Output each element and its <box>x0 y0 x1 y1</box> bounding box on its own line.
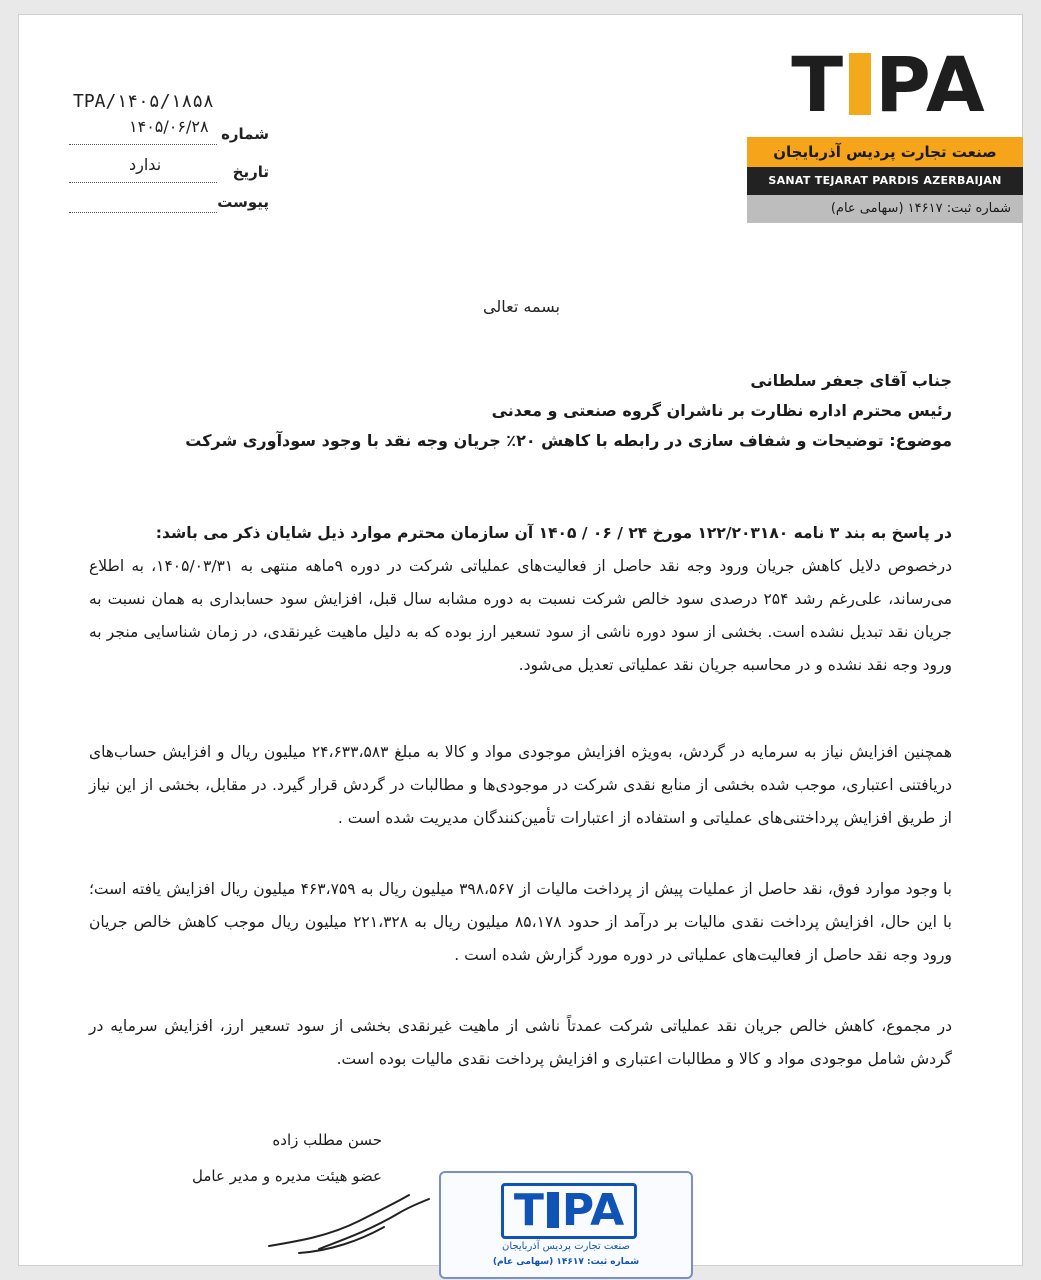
attachment-row <box>69 193 269 217</box>
date-label: تاریخ <box>232 163 269 181</box>
date-value: ندارد <box>129 155 162 174</box>
attachment-label: پیوست <box>217 193 269 211</box>
company-name-fa: صنعت تجارت پردیس آذربایجان <box>747 137 1023 167</box>
addressee: جناب آقای جعفر سلطانی <box>750 371 952 390</box>
body-paragraph-4: در مجموع، کاهش خالص جریان نقد عملیاتی شرکت عمدتاً ناشی از ماهیت غیرنقدی بخشی از سود تسعیر ارز، افزایش سرمایه در گردش شامل موجودی مواد و کالا و مطالبات اعتباری و افزایش پرداخت نقدی مالیات بوده است. <box>89 1017 952 1068</box>
body-paragraph-1: درخصوص دلایل کاهش جریان ورود وجه نقد حاصل از فعالیت‌های عملیاتی شرکت در دوره ۹ماهه منتهی به ۱۴۰۵/۰۳/۳۱، به اطلاع می‌رساند، علی‌رغم رشد ۲۵۴ درصدی سود خالص شرکت نسبت به دوره مشابه سال قبل، افزایش سود حسابداری به همان نسبت به جریان نقد تبدیل نشده است. بخشی از سود دوره ناشی از سود تسعیر ارز بوده که به دلیل ماهیت غیرنقدی، در زمان شناسایی منجر به ورود وجه نقد نشده و در محاسبه جریان نقد عملیاتی تعدیل می‌شود. <box>89 557 952 674</box>
company-logo <box>789 40 989 129</box>
reference-code: TPA/۱۴۰۵/۱۸۵۸ <box>73 91 214 112</box>
company-name-en: SANAT TEJARAT PARDIS AZERBAIJAN <box>747 167 1023 195</box>
number-dotted-line <box>69 144 217 145</box>
subject-line: موضوع: توضیحات و شفاف سازی در رابطه با کاهش ۲۰٪ جریان وجه نقد با وجود سودآوری شرکت <box>185 431 952 450</box>
handwritten-signature <box>259 1191 449 1261</box>
date-row <box>69 155 269 187</box>
stamp-registration: شماره ثبت: ۱۴۶۱۷ (سهامی عام) <box>492 1257 640 1267</box>
stamp-logo-letter-t: T <box>513 1185 544 1236</box>
signatory-name: حسن مطلب زاده <box>272 1131 382 1149</box>
signatory-role: عضو هیئت مدیره و مدیر عامل <box>192 1167 382 1185</box>
company-registration: شماره ثبت: ۱۴۶۱۷ (سهامی عام) <box>747 195 1023 223</box>
invocation: بسمه تعالی <box>483 297 560 316</box>
stamp-logo-letters-pa: PA <box>561 1185 625 1236</box>
attachment-dotted-line <box>69 212 217 213</box>
date-dotted-line <box>69 182 217 183</box>
stamp-logo-i-bar <box>547 1192 559 1228</box>
number-value: ۱۴۰۵/۰۶/۲۸ <box>129 117 209 136</box>
intro-paragraph: در پاسخ به بند ۳ نامه ۱۲۲/۲۰۳۱۸۰ مورخ ۲۴ / ۰۶ / ۱۴۰۵ آن سازمان محترم موارد ذیل شایان ذکر می باشد: <box>155 524 952 542</box>
body-paragraph-2: همچنین افزایش نیاز به سرمایه در گردش، به‌ویژه افزایش موجودی مواد و کالا به مبلغ ۲۴،۶۳۳،۵۸۳ میلیون ریال و افزایش حساب‌های دریافتنی اعتباری، موجب شده بخشی از منابع نقدی شرکت در موجودی‌ها و مطالبات در گردش قرار گیرد. در مقابل، بخشی از این نیاز از طریق افزایش پرداختنی‌های عملیاتی و استفاده از اعتبارات تأمین‌کنندگان مدیریت شده است . <box>89 743 952 827</box>
logo-letters-pa: PA <box>875 40 987 129</box>
body-paragraph-3: با وجود موارد فوق، نقد حاصل از عملیات پیش از پرداخت مالیات از ۳۹۸،۵۶۷ میلیون ریال به ۴۶۳،۷۵۹ میلیون ریال افزایش یافته است؛ با این حال، افزایش پرداخت نقدی مالیات بر درآمد از حدود ۸۵،۱۷۸ میلیون ریال به ۲۲۱،۳۲۸ میلیون ریال موجب کاهش خالص جریان ورود وجه نقد حاصل از فعالیت‌های عملیاتی در دوره مورد گزارش شده است . <box>89 880 952 964</box>
addressee-title: رئیس محترم اداره نظارت بر ناشران گروه صنعتی و معدنی <box>491 401 952 420</box>
logo-i-bar <box>849 53 871 115</box>
letter-sheet <box>18 14 1023 1266</box>
number-row <box>69 117 269 149</box>
company-stamp <box>439 1171 693 1279</box>
stamp-company-name: صنعت تجارت پردیس آذربایجان <box>501 1241 631 1252</box>
logo-letter-t: T <box>791 40 846 129</box>
stamp-logo <box>501 1183 637 1239</box>
number-label: شماره <box>221 125 269 143</box>
